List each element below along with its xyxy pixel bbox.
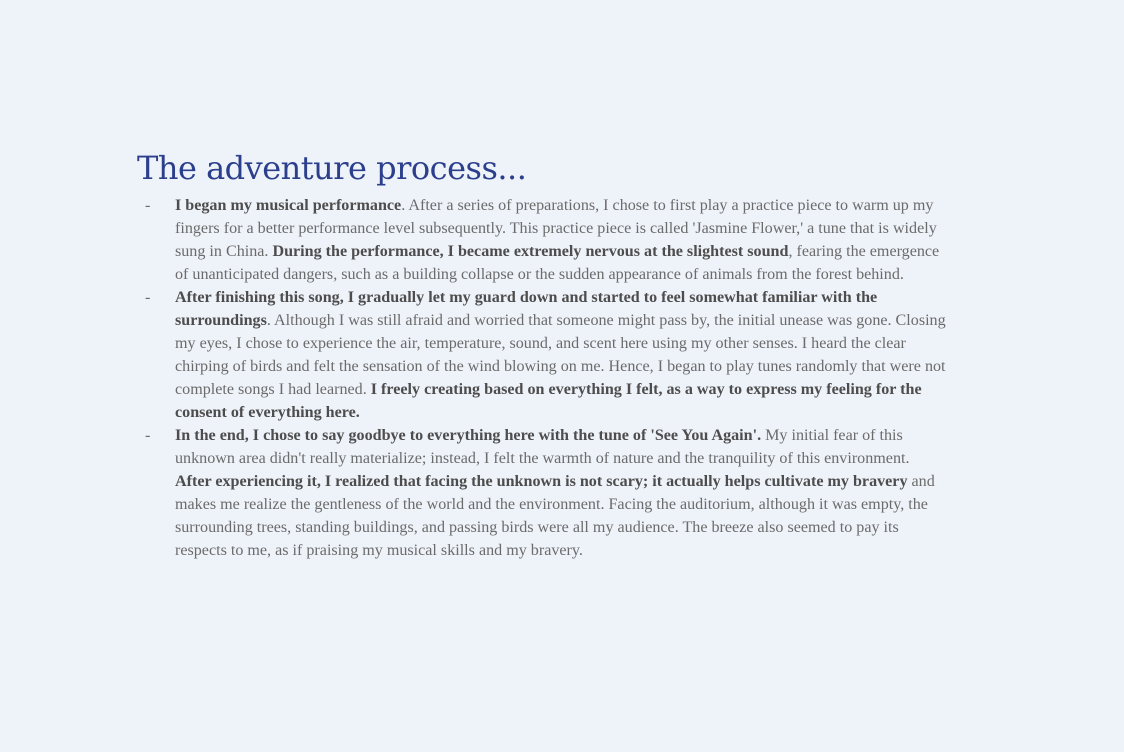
section-title: The adventure process...	[137, 149, 527, 187]
bold-text: I freely creating based on everything I felt, as a way to express my feeling for the consent of everything here.	[175, 381, 922, 421]
list-item	[137, 286, 947, 424]
adventure-list	[137, 194, 947, 562]
bold-text: In the end, I chose to say goodbye to everything here with the tune of 'See You Again'.	[175, 427, 762, 444]
bold-text: During the performance, I became extremely nervous at the slightest sound	[272, 243, 789, 260]
body-text: . After a series of preparations, I chose to first play a practice piece to warm up my fingers for a better performance level subsequently. This practice piece is called 'Jasmine Flower,' a tune that is widely sung in China.	[175, 197, 937, 260]
bold-text: After finishing this song, I gradually let my guard down and started to feel somewhat familiar with the surroundings	[175, 289, 878, 329]
body-text: . Although I was still afraid and worried that someone might pass by, the initial unease was gone. Closing my eyes, I chose to experience the air, temperature, sound, and scent here using my other senses. I heard the clear chirping of birds and felt the sensation of the wind blowing on me. Hence, I began to play tunes randomly that were not complete songs I had learned.	[175, 312, 946, 398]
list-item	[137, 194, 947, 286]
bold-text: I began my musical performance	[175, 197, 402, 214]
body-text: and makes me realize the gentleness of the world and the environment. Facing the auditorium, although it was empty, the surrounding trees, standing buildings, and passing birds were all my audience. The breeze also seemed to pay its respects to me, as if praising my musical skills and my bravery.	[175, 473, 935, 559]
body-text: My initial fear of this unknown area didn't really materialize; instead, I felt the warmth of nature and the tranquility of this environment.	[175, 427, 910, 467]
list-item	[137, 424, 947, 562]
bold-text: After experiencing it, I realized that facing the unknown is not scary; it actually helps cultivate my bravery	[175, 473, 908, 490]
body-text: , fearing the emergence of unanticipated dangers, such as a building collapse or the sudden appearance of animals from the forest behind.	[175, 243, 940, 283]
article-section	[137, 148, 947, 562]
